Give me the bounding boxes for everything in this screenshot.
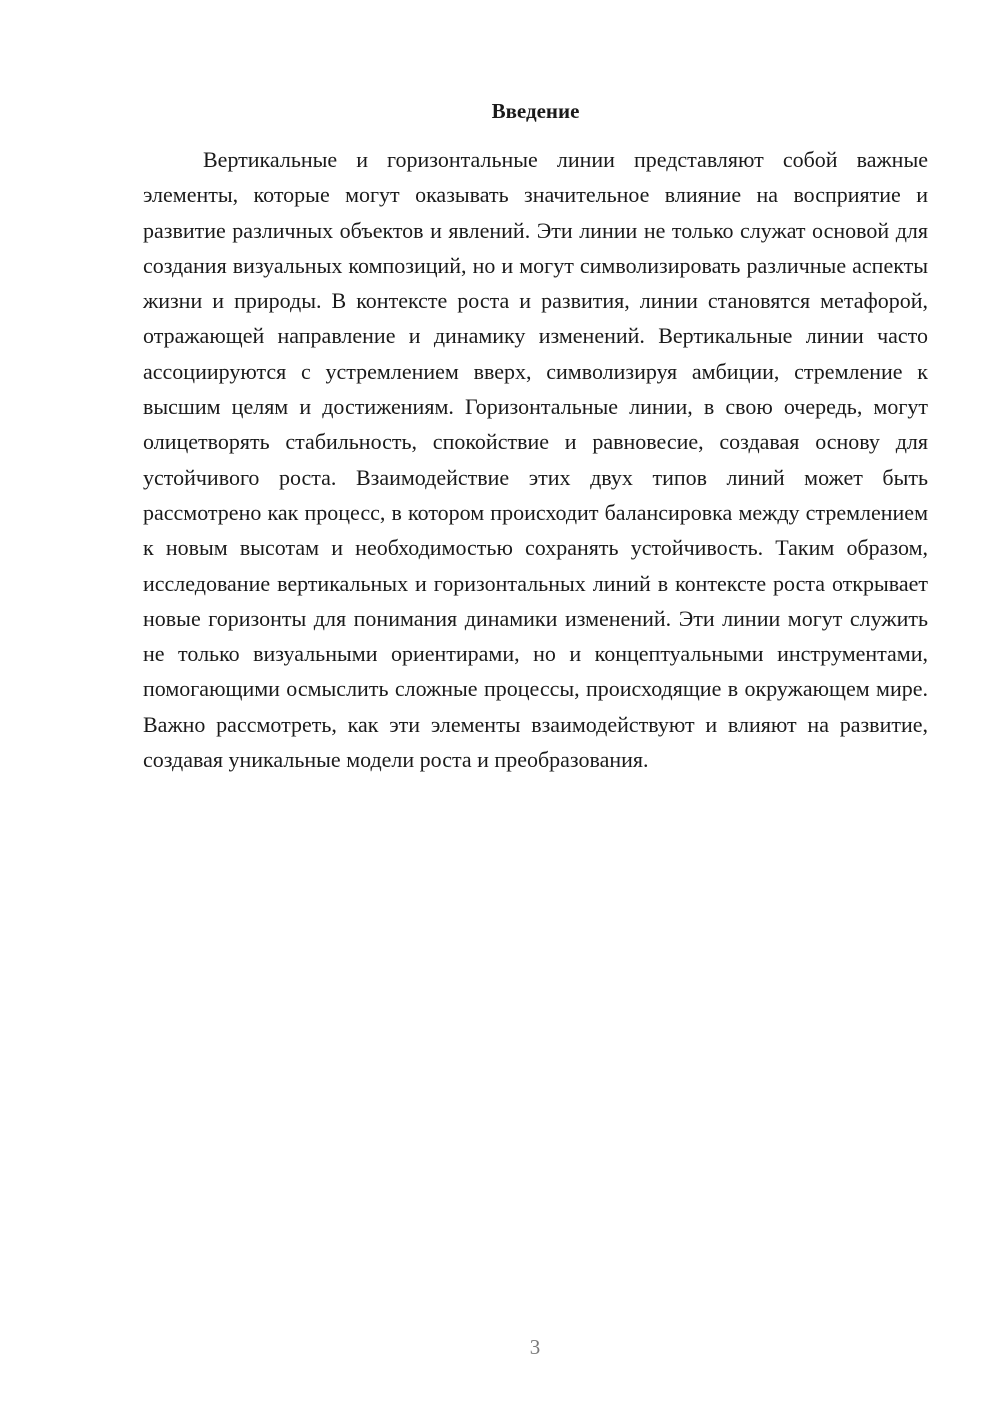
page-number: 3 — [529, 1335, 541, 1359]
body-paragraph: Вертикальные и горизонтальные линии представляют собой важные элементы, которые могут оказывать значительное влияние на восприятие и развитие различных объектов и явлений. Эти линии не только служат основой для создания визуальных композиций, но и могут символизировать различные аспекты жизни и природы. В контексте роста и развития, линии становятся метафорой, отражающей направление и динамику изменений. Вертикальные линии часто ассоциируются с устремлением вверх, символизируя амбиции, стремление к высшим целям и достижениям. Горизонтальные линии, в свою очередь, могут олицетворять стабильность, спокойствие и равновесие, создавая основу для устойчивого роста. Взаимодействие этих двух типов линий может быть рассмотрено как процесс, в котором происходит балансировка между стремлением к новым высотам и необходимостью сохранять устойчивость. Таким образом, исследование вертикальных и горизонтальных линий в контексте роста открывает новые горизонты для понимания динамики изменений. Эти линии могут служить не только визуальными ориентирами, но и концептуальными инструментами, помогающими осмыслить сложные процессы, происходящие в окружающем мире. Важно рассмотреть, как эти элементы взаимодействуют и влияют на развитие, создавая уникальные модели роста и преобразования. — [143, 147, 928, 773]
section-heading: Введение — [491, 99, 580, 123]
